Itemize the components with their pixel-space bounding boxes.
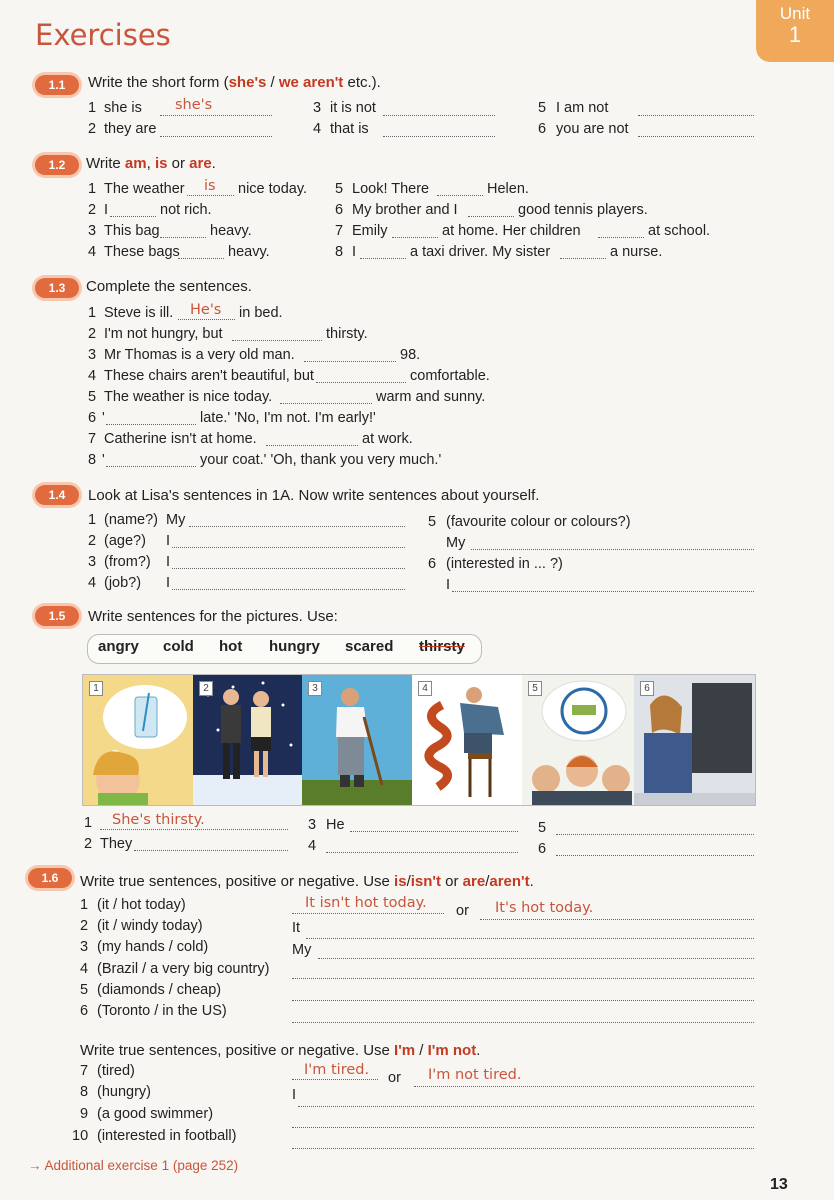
answer-line[interactable] [232,340,322,341]
sentence-start: My [292,942,312,958]
exercise-instruction: Write sentences for the pictures. Use: [88,608,338,625]
item-text: (it / windy today) [97,918,203,934]
item-text: I am not [556,100,609,116]
item-number: 6 [335,202,344,218]
sentence-start: I [292,1087,297,1103]
item-text: (Toronto / in the US) [97,1003,227,1019]
item-text: she is [104,100,142,116]
sample-answer: is [204,178,216,194]
picture-3 [302,675,412,805]
answer-line[interactable] [638,115,754,116]
item-text: (from?) [104,554,151,570]
answer-line[interactable] [172,589,405,590]
or-label: or [388,1070,401,1086]
item-text: My brother and I [352,202,458,218]
word-angry: angry [98,638,139,655]
item-text: (Brazil / a very big country) [97,961,270,977]
item-number: 8 [80,1084,89,1100]
answer-line[interactable] [292,1127,754,1128]
item-number: 5 [538,820,547,836]
answer-line[interactable] [110,216,156,217]
item-text: ' [102,410,105,426]
answer-line[interactable] [266,445,358,446]
item-text: (age?) [104,533,146,549]
picture-number: 3 [308,681,322,696]
sentence-start: It [292,920,301,936]
answer-line[interactable] [160,115,272,116]
item-text: nice today. [238,181,308,197]
answer-line[interactable] [471,549,754,550]
item-number: 4 [88,575,97,591]
answer-line[interactable] [292,978,754,979]
answer-line[interactable] [556,855,754,856]
answer-line[interactable] [350,831,518,832]
exercise-instruction-2: Write true sentences, positive or negative. Use I'm / I'm not. [80,1042,481,1059]
item-number: 6 [80,1003,89,1019]
item-text: Mr Thomas is a very old man. [104,347,295,363]
answer-line[interactable] [292,1000,754,1001]
answer-line[interactable] [106,466,196,467]
item-text: Steve is ill. [104,305,174,321]
item-text: Helen. [487,181,529,197]
item-text: 98. [400,347,421,363]
item-number: 2 [88,326,97,342]
item-number: 4 [88,368,97,384]
answer-line[interactable] [292,1022,754,1023]
exercise-badge: 1.5 [35,606,79,626]
exercise-badge: 1.1 [35,75,79,95]
answer-line[interactable] [392,237,438,238]
picture-number: 6 [640,681,654,696]
answer-line[interactable] [160,237,206,238]
picture-4 [412,675,522,805]
exercise-badge: 1.3 [35,278,79,298]
sample-answer: I'm tired. [304,1062,370,1078]
item-text: (interested in ... ?) [446,556,563,572]
item-number: 1 [88,181,97,197]
word-scared: scared [345,638,394,655]
answer-line[interactable] [306,938,754,939]
item-number: 6 [428,556,437,572]
picture-6 [634,675,755,805]
item-number: 2 [80,918,89,934]
item-text: at home. Her children [442,223,581,239]
sample-answer: He's [190,302,222,318]
item-text: late.' 'No, I'm not. I'm early!' [200,410,376,426]
answer-line[interactable] [560,258,606,259]
item-text: heavy. [228,244,270,260]
item-number: 6 [88,410,97,426]
item-text: These chairs aren't beautiful, but [104,368,314,384]
item-number: 4 [80,961,89,977]
item-number: 4 [313,121,322,137]
picture-1 [83,675,193,805]
picture-2 [193,675,302,805]
word-cold: cold [163,638,194,655]
answer-line[interactable] [292,913,444,914]
sentence-start: My [446,535,466,551]
item-text: I [104,202,109,218]
item-text: your coat.' 'Oh, thank you very much.' [200,452,442,468]
item-text: you are not [556,121,629,137]
answer-line[interactable] [360,258,406,259]
item-number: 5 [80,982,89,998]
item-text: These bags [104,244,180,260]
item-text: I'm not hungry, but [104,326,223,342]
item-text: thirsty. [326,326,368,342]
item-text: at school. [648,223,711,239]
answer-line[interactable] [298,1106,754,1107]
sentence-start: I [166,533,171,549]
or-label: or [456,903,469,919]
item-text: Emily [352,223,388,239]
picture-5 [522,675,634,805]
item-text: The weather [104,181,185,197]
item-text: (it / hot today) [97,897,186,913]
item-number: 9 [80,1106,89,1122]
answer-line[interactable] [172,547,405,548]
exercise-instruction: Look at Lisa's sentences in 1A. Now write sentences about yourself. [88,487,540,504]
item-number: 1 [88,512,97,528]
sample-answer: It's hot today. [495,900,594,916]
item-number: 8 [88,452,97,468]
item-text: not rich. [160,202,212,218]
answer-line[interactable] [292,1148,754,1149]
item-number: 5 [335,181,344,197]
item-text: Catherine isn't at home. [104,431,257,447]
item-number: 2 [88,533,97,549]
item-text: (diamonds / cheap) [97,982,222,998]
item-text: a nurse. [610,244,663,260]
item-text: (name?) [104,512,158,528]
answer-line[interactable] [414,1086,754,1087]
answer-line[interactable] [326,852,518,853]
answer-line[interactable] [280,403,372,404]
item-number: 6 [538,121,547,137]
item-text: The weather is nice today. [104,389,273,405]
sentence-start: He [326,817,345,833]
item-number: 7 [335,223,344,239]
sentence-start: I [166,554,171,570]
item-number: 6 [538,841,547,857]
sentence-start: I [166,575,171,591]
answer-line[interactable] [304,361,396,362]
item-number: 1 [88,100,97,116]
exercise-instruction: Write the short form (she's / we aren't etc.). [88,74,381,91]
item-number: 3 [80,939,89,955]
item-number: 4 [88,244,97,260]
answer-line[interactable] [292,1079,378,1080]
item-text: (my hands / cold) [97,939,209,955]
item-number: 1 [84,815,93,831]
answer-line[interactable] [160,136,272,137]
item-number: 5 [538,100,547,116]
picture-number: 4 [418,681,432,696]
answer-line[interactable] [383,115,495,116]
picture-strip [82,674,756,806]
item-number: 5 [88,389,97,405]
exercise-badge: 1.6 [28,868,72,888]
item-text: heavy. [210,223,252,239]
sample-answer: It isn't hot today. [305,895,427,911]
item-text: (hungry) [97,1084,151,1100]
item-number: 3 [88,554,97,570]
answer-line[interactable] [480,919,754,920]
item-text: I [352,244,357,260]
page-title: Exercises [35,18,171,52]
exercise-badge: 1.2 [35,155,79,175]
item-number: 3 [88,347,97,363]
answer-line[interactable] [598,237,644,238]
unit-label: Unit [779,4,811,23]
item-text: good tennis players. [518,202,648,218]
item-text: ' [102,452,105,468]
answer-line[interactable] [106,424,196,425]
answer-line[interactable] [318,958,754,959]
sample-answer: She's thirsty. [112,812,205,828]
item-number: 3 [313,100,322,116]
item-text: (job?) [104,575,142,591]
item-text: that is [330,121,369,137]
answer-line[interactable] [189,526,405,527]
sentence-start: I [446,577,451,593]
item-number: 8 [335,244,344,260]
item-number: 1 [80,897,89,913]
item-number: 3 [308,817,317,833]
exercise-badge: 1.4 [35,485,79,505]
item-number: 4 [308,838,317,854]
item-number: 5 [428,514,437,530]
item-text: in bed. [239,305,283,321]
word-hot: hot [219,638,243,655]
sentence-start: My [166,512,186,528]
picture-number: 1 [89,681,103,696]
answer-line[interactable] [316,382,406,383]
answer-line[interactable] [178,319,235,320]
item-text: they are [104,121,157,137]
unit-tab [756,0,834,62]
answer-line[interactable] [437,195,483,196]
picture-number: 2 [199,681,213,696]
item-number: 1 [88,305,97,321]
sentence-start: They [100,836,133,852]
item-text: This bag [104,223,160,239]
picture-number: 5 [528,681,542,696]
item-number: 10 [72,1128,89,1144]
word-thirsty: thirsty [419,638,465,655]
item-text: (interested in football) [97,1128,237,1144]
exercise-instruction: Write am, is or are. [86,155,216,172]
answer-line[interactable] [178,258,224,259]
word-hungry: hungry [269,638,320,655]
exercise-instruction: Complete the sentences. [86,278,252,295]
item-text: (tired) [97,1063,135,1079]
item-number: 7 [80,1063,89,1079]
item-text: Look! There [352,181,430,197]
answer-line[interactable] [468,216,514,217]
item-number: 2 [88,121,97,137]
answer-line[interactable] [100,829,288,830]
exercise-instruction: Write true sentences, positive or negative. Use is/isn't or are/aren't. [80,873,534,890]
item-text: it is not [330,100,376,116]
answer-line[interactable] [187,195,234,196]
sample-answer: she's [175,97,213,113]
sample-answer: I'm not tired. [428,1067,522,1083]
answer-line[interactable] [556,834,754,835]
item-number: 2 [88,202,97,218]
item-number: 3 [88,223,97,239]
answer-line[interactable] [452,591,754,592]
item-text: (a good swimmer) [97,1106,214,1122]
item-text: a taxi driver. My sister [410,244,551,260]
item-text: (favourite colour or colours?) [446,514,631,530]
answer-line[interactable] [172,568,405,569]
item-number: 7 [88,431,97,447]
additional-exercise-link[interactable]: → Additional exercise 1 (page 252) [28,1158,239,1173]
answer-line[interactable] [383,136,495,137]
item-number: 2 [84,836,93,852]
unit-number: 1 [788,22,802,47]
answer-line[interactable] [134,850,288,851]
item-text: warm and sunny. [376,389,486,405]
page-number: 13 [770,1176,788,1193]
answer-line[interactable] [638,136,754,137]
item-text: at work. [362,431,413,447]
item-text: comfortable. [410,368,490,384]
